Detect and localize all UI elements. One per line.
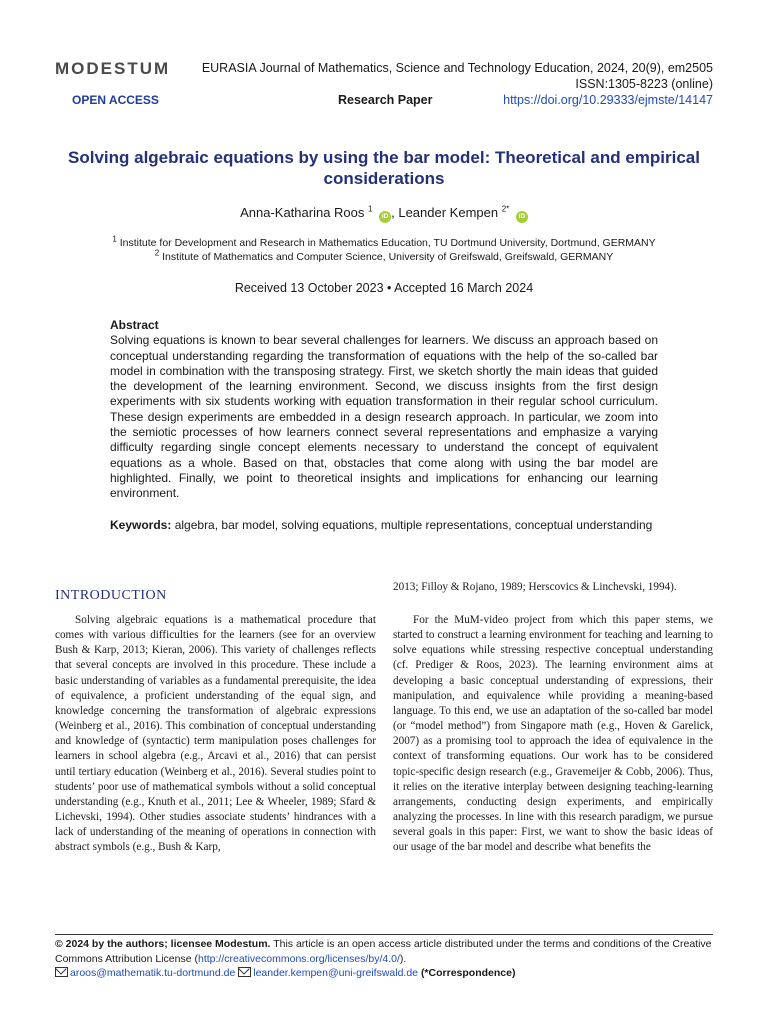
paper-title: Solving algebraic equations by using the bar model: Theoretical and empirical considerations <box>68 148 700 188</box>
doi-link[interactable]: https://doi.org/10.29333/ejmste/14147 <box>503 93 713 107</box>
license-text: This article is an open access article distributed under the terms and conditions of the Creative Commons Attribution License ( <box>55 938 712 965</box>
footer-divider <box>55 934 713 935</box>
affiliation-1-text: Institute for Development and Research in Mathematics Education, TU Dortmund University, Dortmund, GERMANY <box>119 237 656 249</box>
publisher-logo: MODESTUM <box>55 59 171 78</box>
dates: Received 13 October 2023 • Accepted 16 March 2024 <box>234 281 534 295</box>
open-access-label: OPEN ACCESS <box>72 93 159 107</box>
email-icon <box>55 967 68 977</box>
body-paragraph: For the MuM-video project from which this paper stems, we started to construct a learning environment for teaching and learning to solve equations while stressing respective conceptual understanding (cf. Prediger & Roos, 2023). The learning environment aims at developing a basic conceptual understanding of expressions, their manipulation, and equivalence while providing a meaning-based language. To this end, we use an adaptation of the so-called bar model (or “model method”) from Singapore math (e.g., Hoven & Garelick, 2007) as a promising tool to approach the idea of equivalence in the context of transforming equations. Our work has to be considered topic-specific design research (e.g., Gravemeijer & Cobb, 2006). Thus, it relies on the iterative interplay between designing teaching-learning arrangements, conducting design experiments, and empirically analyzing the processes. In line with this research paradigm, we pursue several goals in this paper: First, we want to show the basic ideas of our usage of the bar model and describe what benefits the <box>393 614 713 854</box>
body-column-right <box>393 613 713 856</box>
section-heading-introduction: INTRODUCTION <box>55 588 167 603</box>
copyright-holder: © 2024 by the authors; licensee Modestum. <box>55 938 271 950</box>
journal-citation: EURASIA Journal of Mathematics, Science and Technology Education, 2024, 20(9), em2505 <box>201 61 713 75</box>
affiliation-2-text: Institute of Mathematics and Computer Science, University of Greifswald, Greifswald, GERMANY <box>162 251 614 263</box>
abstract <box>110 318 658 502</box>
affiliation-2-mark: 2 <box>154 248 160 258</box>
body-column-left <box>55 613 376 856</box>
author-2-affiliation-mark: 2* <box>501 204 510 214</box>
abstract-text: Solving equations is known to bear several challenges for learners. We discuss an approach based on conceptual understanding regarding the transformation of equations with the help of the so-called bar model in combination with the transposing strategy. First, we sketch shortly the main ideas that guided the development of the learning environment. Second, we discuss insights from the first design experiments with six students working with equation transformation in their regular school curriculum. These design experiments are embedded in a design research approach. In particular, we zoom into the semiotic processes of how learners connect several representations and emphasize a varying difficulty regarding single concept elements necessary to understand the concept of equivalent equations as a whole. Based on that, obstacles that come along with using the bar model are highlighted. Finally, we point to theoretical insights and implications for enhancing our learning environment. <box>110 333 658 501</box>
orcid-icon[interactable]: iD <box>516 211 528 223</box>
email-icon <box>238 967 251 977</box>
license-link[interactable]: http://creativecommons.org/licenses/by/4.0/ <box>197 952 400 965</box>
license-text-end: ). <box>399 952 407 965</box>
body-paragraph: Solving algebraic equations is a mathematical procedure that comes with various difficulties for the learners (see for an overview Bush & Karp, 2013; Kieran, 2006). This variety of challenges reflects that several concepts are involved in this procedure. These include a basic understanding of variables as a fundamental prerequisite, the idea of equivalence, a proficient understanding of the equal sign, and knowledge concerning the transformation of algebraic expressions (Weinberg et al., 2016). This combination of conceptual understanding and knowledge of (syntactic) term manipulation poses challenges for learners in school algebra (e.g., Arcavi et al., 2016) that can persist until tertiary education (Weinberg et al., 2016). Several studies point to students’ poor use of mathematical symbols without a solid conceptual understanding (e.g., Knuth et al., 2011; Lee & Wheeler, 1989; Sfard & Lichevski, 1994). Other studies associate students’ hindrances with a lack of understanding of the meaning of operations in connection with abstract symbols (e.g., Bush & Karp, <box>55 614 376 854</box>
keywords-label: Keywords: <box>110 518 172 532</box>
affiliation-1-mark: 1 <box>112 234 117 244</box>
body-column-right-top <box>393 580 713 595</box>
email-link-1[interactable]: aroos@mathematik.tu-dortmund.de <box>70 967 236 979</box>
paper-type: Research Paper <box>338 93 433 107</box>
affiliation-2 <box>40 248 728 263</box>
author-1-affiliation-mark: 1 <box>368 204 373 214</box>
footer <box>55 937 715 981</box>
keywords <box>110 518 658 533</box>
abstract-heading: Abstract <box>110 318 159 332</box>
author-2-name: Leander Kempen <box>398 205 499 220</box>
affiliation-1 <box>40 234 728 249</box>
issn: ISSN:1305-8223 (online) <box>575 77 713 91</box>
email-link-2[interactable]: leander.kempen@uni-greifswald.de <box>253 967 419 979</box>
orcid-icon[interactable]: iD <box>379 211 391 223</box>
license-notice <box>55 937 715 966</box>
author-list: Anna-Katharina Roos $^1$ iD , Leander Kempen $^{2*}$ iD <box>40 205 728 223</box>
body-paragraph: 2013; Filloy & Rojano, 1989; Herscovics & Linchevski, 1994). <box>393 581 677 593</box>
contact-line <box>55 966 715 981</box>
keywords-text: algebra, bar model, solving equations, multiple representations, conceptual understanding <box>174 518 653 532</box>
author-1-name: Anna-Katharina Roos <box>240 205 365 220</box>
correspondence-note: (*Correspondence) <box>420 967 516 979</box>
